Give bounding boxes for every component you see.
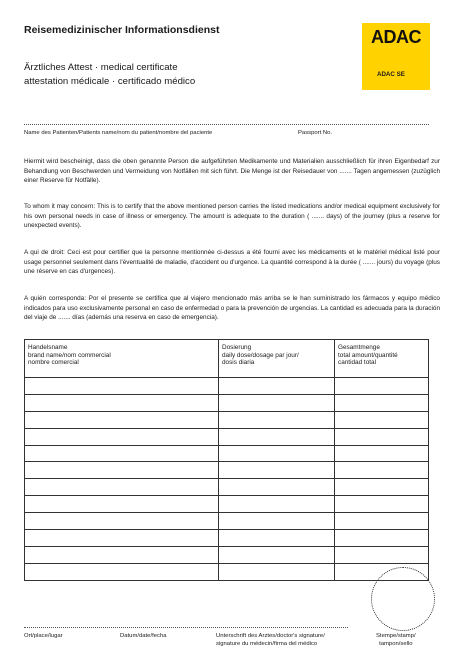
total-amount-cell[interactable] bbox=[335, 445, 429, 462]
table-row bbox=[25, 394, 429, 411]
adac-logo bbox=[362, 23, 430, 90]
date-label: Datum/date/fecha bbox=[120, 633, 167, 639]
total-amount-cell[interactable] bbox=[335, 546, 429, 563]
brand-name-cell[interactable] bbox=[25, 513, 219, 530]
dose-cell[interactable] bbox=[219, 546, 335, 563]
total-amount-cell[interactable] bbox=[335, 513, 429, 530]
dose-cell[interactable] bbox=[219, 462, 335, 479]
signature-label: Unterschrift des Arztes/doctor's signature/ signature du médecin/firma del médico bbox=[216, 633, 325, 647]
total-amount-cell[interactable] bbox=[335, 496, 429, 513]
logo-brand-text: ADAC bbox=[371, 27, 421, 47]
brand-name-cell[interactable] bbox=[25, 479, 219, 496]
table-row bbox=[25, 479, 429, 496]
dose-cell[interactable] bbox=[219, 394, 335, 411]
dose-cell[interactable] bbox=[219, 513, 335, 530]
total-amount-cell[interactable] bbox=[335, 411, 429, 428]
place-label: Ort/place/lugar bbox=[24, 633, 63, 639]
dose-cell[interactable] bbox=[219, 378, 335, 395]
table-row bbox=[25, 428, 429, 445]
header-total-amount: Gesamtmenge total amount/quantité cantidad total bbox=[335, 340, 429, 378]
brand-name-cell[interactable] bbox=[25, 462, 219, 479]
paragraph-french: A qui de droit: Ceci est pour certifier que la personne mentionnée ci-dessus a été fourni avec les médicaments et le matériel médical listé pour usage personnel seulement dans l'éventualité de maladie, d'accident ou d'urgence. La quantité correspond à la durée ( ....... jours) du voyage (plus une réserve en cas d'urgences). bbox=[24, 249, 440, 276]
total-amount-cell[interactable] bbox=[335, 394, 429, 411]
stamp-label: Stempe/stamp/ tampon/sello bbox=[376, 633, 416, 647]
table-row bbox=[25, 496, 429, 513]
table-row bbox=[25, 445, 429, 462]
header-brand-name: Handelsname brand name/nom commercial nombre comercial bbox=[25, 340, 219, 378]
table-row bbox=[25, 378, 429, 395]
medication-table bbox=[24, 339, 429, 581]
dose-cell[interactable] bbox=[219, 563, 335, 580]
total-amount-cell[interactable] bbox=[335, 378, 429, 395]
table-body bbox=[25, 378, 429, 581]
table-row bbox=[25, 546, 429, 563]
total-amount-cell[interactable] bbox=[335, 479, 429, 496]
table-header-row bbox=[25, 340, 429, 378]
header-dose: Dosierung daily dose/dosage par jour/ dosis diaria bbox=[219, 340, 335, 378]
brand-name-cell[interactable] bbox=[25, 546, 219, 563]
table-row bbox=[25, 462, 429, 479]
patient-name-label: Name des Patienten/Patients name/nom du patient/nombre del paciente bbox=[24, 130, 213, 136]
brand-name-cell[interactable] bbox=[25, 445, 219, 462]
brand-name-cell[interactable] bbox=[25, 394, 219, 411]
dose-cell[interactable] bbox=[219, 496, 335, 513]
brand-name-cell[interactable] bbox=[25, 411, 219, 428]
table-row bbox=[25, 563, 429, 580]
brand-name-cell[interactable] bbox=[25, 530, 219, 547]
subtitle-line-1: Ärztliches Attest · medical certificate bbox=[24, 62, 178, 73]
paragraph-german: Hiermit wird bescheinigt, dass die oben genannte Person die aufgeführten Medikamente und Materialien ausschließlich für ihren Eigenbedarf zur Behandlung von Beschwerden und Vermeidung von Notfällen mit sich führt. Die Menge ist der Reisedauer von ....... Tagen angemessen (zuzüglich einer Reserve für Notfälle). bbox=[24, 158, 440, 185]
total-amount-cell[interactable] bbox=[335, 530, 429, 547]
dose-cell[interactable] bbox=[219, 411, 335, 428]
patient-name-line bbox=[24, 124, 429, 125]
document-title: Reisemedizinischer Informationsdienst bbox=[24, 24, 220, 36]
brand-name-cell[interactable] bbox=[25, 496, 219, 513]
table-row bbox=[25, 513, 429, 530]
brand-name-cell[interactable] bbox=[25, 378, 219, 395]
brand-name-cell[interactable] bbox=[25, 563, 219, 580]
dose-cell[interactable] bbox=[219, 530, 335, 547]
passport-label: Passport No. bbox=[298, 130, 333, 136]
paragraph-english: To whom it may concern: This is to certify that the above mentioned person carries the listed medications and/or medical equipment exclusively for his own personal needs in case of illness or emergency. The amount is adequate to the duration ( ....... days) of the journey (plus a reserve for unexpected events). bbox=[24, 203, 440, 230]
subtitle-line-2: attestation médicale · certificado médico bbox=[24, 76, 196, 87]
company-name: ADAC SE bbox=[377, 71, 405, 78]
stamp-circle bbox=[371, 567, 435, 631]
table-row bbox=[25, 530, 429, 547]
paragraph-spanish: A quién corresponda: Por el presente se certifica que al viajero mencionado más arriba se le han suministrado los fármacos y equipo médico indicados para uso exclusivamente personal en caso de enfermedad o para la prevención de urgencias. La cantidad es adecuada para la duración del viaje de ....... días (además una reserva en caso de emergencia). bbox=[24, 295, 440, 322]
dose-cell[interactable] bbox=[219, 428, 335, 445]
total-amount-cell[interactable] bbox=[335, 428, 429, 445]
table-row bbox=[25, 411, 429, 428]
dose-cell[interactable] bbox=[219, 445, 335, 462]
dose-cell[interactable] bbox=[219, 479, 335, 496]
total-amount-cell[interactable] bbox=[335, 462, 429, 479]
brand-name-cell[interactable] bbox=[25, 428, 219, 445]
signature-line bbox=[24, 627, 348, 628]
